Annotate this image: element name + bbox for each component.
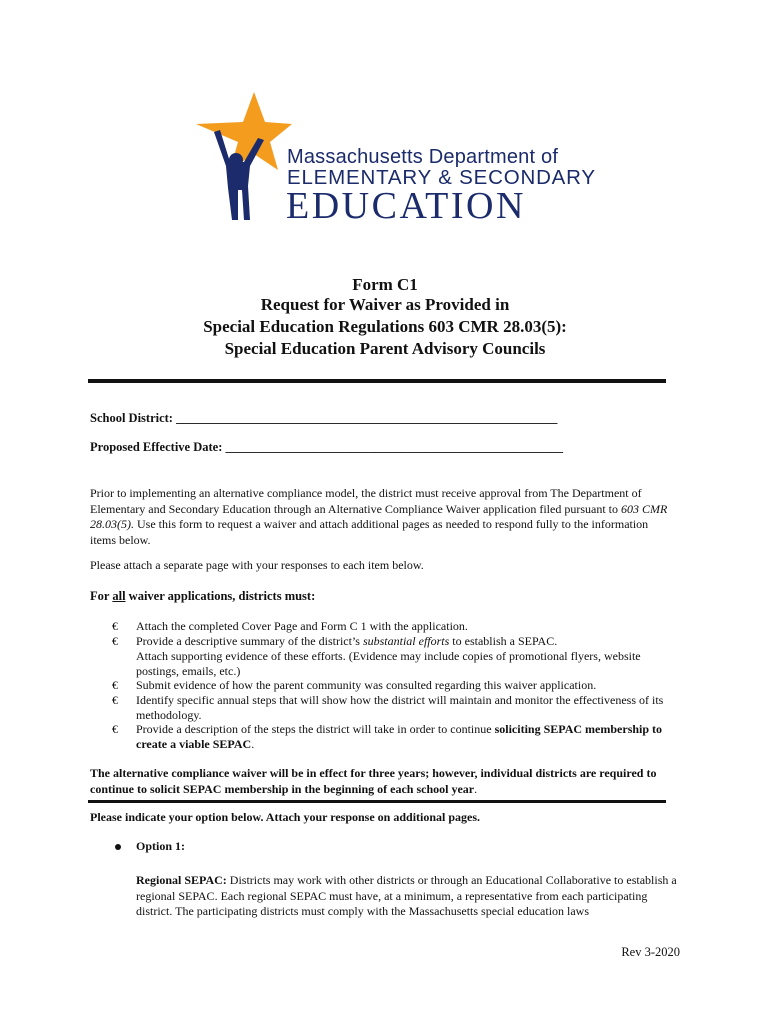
option-1-text: Regional SEPAC: Districts may work with other districts or through an Educational Collaborative to establish a regional SEPAC. Each regional SEPAC must have, at a minimum, a representative from each participating district. The participating districts must comply with the Massachusetts special education laws bbox=[136, 873, 677, 918]
option-instruction: Please indicate your option below. Attach your response on additional pages. bbox=[90, 810, 481, 824]
bullet-icon: € bbox=[112, 619, 118, 633]
logo-line-2: ELEMENTARY & SECONDARY bbox=[287, 166, 596, 189]
requirement-item: Provide a description of the steps the district will take in order to continue soliciting SEPAC membership to create a viable SEPAC. bbox=[136, 722, 663, 751]
title-line-3: Special Education Regulations 603 CMR 28.03(5): bbox=[203, 317, 567, 336]
intro-paragraph: Prior to implementing an alternative compliance model, the district must receive approval from The Department of Elementary and Secondary Education through an Alternative Compliance Waiver application filed pursuant to 603 CMR 28.03(5). Use this form to request a waiver and attach additional pages as needed to respond fully to the information items below. bbox=[90, 486, 668, 547]
divider bbox=[88, 800, 666, 803]
option-1-label: Option 1: bbox=[136, 839, 186, 853]
divider bbox=[88, 379, 666, 383]
requirement-item: Identify specific annual steps that will show how the district will maintain and monitor the effectiveness of its methodology. bbox=[136, 693, 664, 722]
dese-logo-emblem bbox=[192, 88, 292, 223]
title-line-4: Special Education Parent Advisory Councils bbox=[224, 339, 546, 358]
form-title: Form C1 bbox=[352, 275, 418, 294]
requirement-item: Provide a descriptive summary of the district’s substantial efforts to establish a SEPAC. Attach supporting evidence of these efforts. (Evidence may include copies of promotional flyers, website postings, emails, etc.) bbox=[136, 634, 641, 678]
requirement-item: Submit evidence of how the parent community was consulted regarding this waiver application. bbox=[136, 678, 597, 692]
title-line-2: Request for Waiver as Provided in bbox=[260, 295, 510, 314]
bullet-icon: € bbox=[112, 693, 118, 707]
bullet-icon: € bbox=[112, 678, 118, 692]
must-heading: For all waiver applications, districts must: bbox=[90, 589, 316, 603]
logo-line-1: Massachusetts Department of bbox=[287, 146, 559, 168]
school-district-field[interactable]: School District: _____________________________________________________________ bbox=[90, 411, 558, 425]
waiver-note: The alternative compliance waiver will be in effect for three years; however, individual districts are required to continue to solicit SEPAC membership in the beginning of each school year. bbox=[90, 766, 657, 796]
requirement-item: Attach the completed Cover Page and Form C 1 with the application. bbox=[136, 619, 468, 633]
attach-note: Please attach a separate page with your responses to each item below. bbox=[90, 558, 424, 572]
effective-date-field[interactable]: Proposed Effective Date: ______________________________________________________ bbox=[90, 440, 563, 454]
revision-label: Rev 3-2020 bbox=[621, 945, 680, 959]
bullet-icon: € bbox=[112, 722, 118, 736]
bullet-dot-icon bbox=[115, 844, 121, 850]
bullet-icon: € bbox=[112, 634, 118, 648]
logo-line-3: EDUCATION bbox=[286, 185, 526, 227]
star-icon bbox=[196, 92, 292, 170]
